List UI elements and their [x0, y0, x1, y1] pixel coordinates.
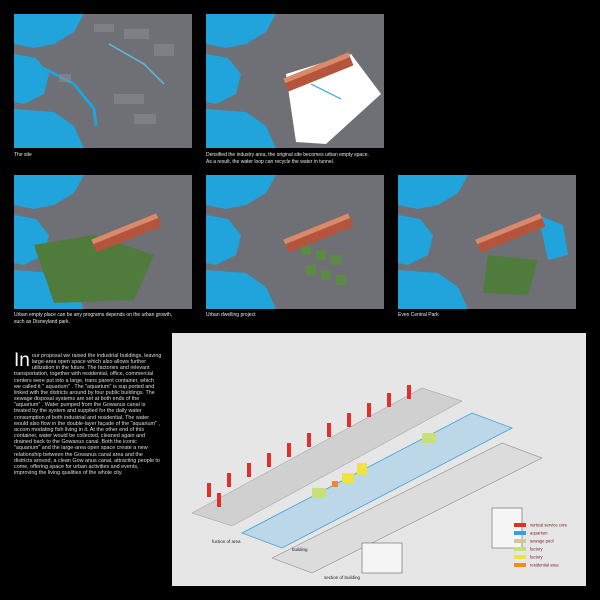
caption-central-park: Even Central Park	[398, 312, 439, 318]
map-panel-empty-place	[14, 175, 192, 309]
map-the-site	[14, 14, 192, 148]
map-panel-the-site	[14, 14, 192, 148]
legend-label-1: aquarium	[530, 530, 548, 536]
caption-the-site: The site	[14, 152, 32, 158]
label-function-of-area: fuction of area	[212, 539, 241, 544]
map-densified	[206, 14, 384, 148]
legend-swatch-2	[514, 539, 526, 543]
axonometric-diagram-svg	[172, 333, 586, 586]
caption-empty-place: Urban empty place can be any programs depends on the urban growth, such as Disneyland park.	[14, 312, 173, 325]
map-panel-densified	[206, 14, 384, 148]
legend-label-0: vertical service core	[530, 522, 568, 528]
legend-label-5: residential area	[530, 562, 559, 568]
map-central-park	[398, 175, 576, 309]
legend-label-4: factory	[530, 554, 543, 560]
label-building: building	[292, 547, 308, 552]
axonometric-diagram	[172, 333, 586, 586]
map-panel-dwelling	[206, 175, 384, 309]
essay-dropcap: In	[14, 350, 30, 371]
legend-swatch-0	[514, 523, 526, 527]
caption-densified: Densified the industry area, the original site becomes urban empty space. As a result, the water loop can recycle the water in tunnel.	[206, 152, 369, 165]
legend-swatch-4	[514, 555, 526, 559]
legend-label-2: sewage pool	[530, 538, 554, 544]
label-section-of-building: section of building	[324, 575, 361, 580]
caption-dwelling: Urban dwelling project	[206, 312, 256, 318]
legend-swatch-5	[514, 563, 526, 567]
map-panel-central-park	[398, 175, 576, 309]
legend-label-3: factory	[530, 546, 543, 552]
map-dwelling	[206, 175, 384, 309]
map-empty-place	[14, 175, 192, 309]
legend-swatch-3	[514, 547, 526, 551]
essay-text-block	[14, 350, 162, 476]
legend-swatch-1	[514, 531, 526, 535]
essay-body: our proposal we raised the industrial buildings, leaving large-area open space which also allows further utilization in the future. The factories and relevant transportation, together with residential, office, commercial centers were put into a large, trans parent container, which we called it " aquarium" . The "aquarium" is sup ported and linked with the districts around by four public buildings. The sewage disposal systems are set at both ends of the "aquarium" . Water pumped from the Gowanus canal is treated by the system and supplied for the daily water consumption of both industrial and residential. The water would also flow in the double-layer façade of the "aquarium" , accom modating fish living in it. At the other end of this container, water would be collected, cleaned again and drained back to the Gowanus canal. Both the iconic "aquarium" and the large-area open space create a new relationship between the Gowanus canal area and the districts around, a clean Gow anus canal, attracting people to come, offering space for urban activities and events, improving the living qualities of the whole city.	[14, 353, 162, 476]
